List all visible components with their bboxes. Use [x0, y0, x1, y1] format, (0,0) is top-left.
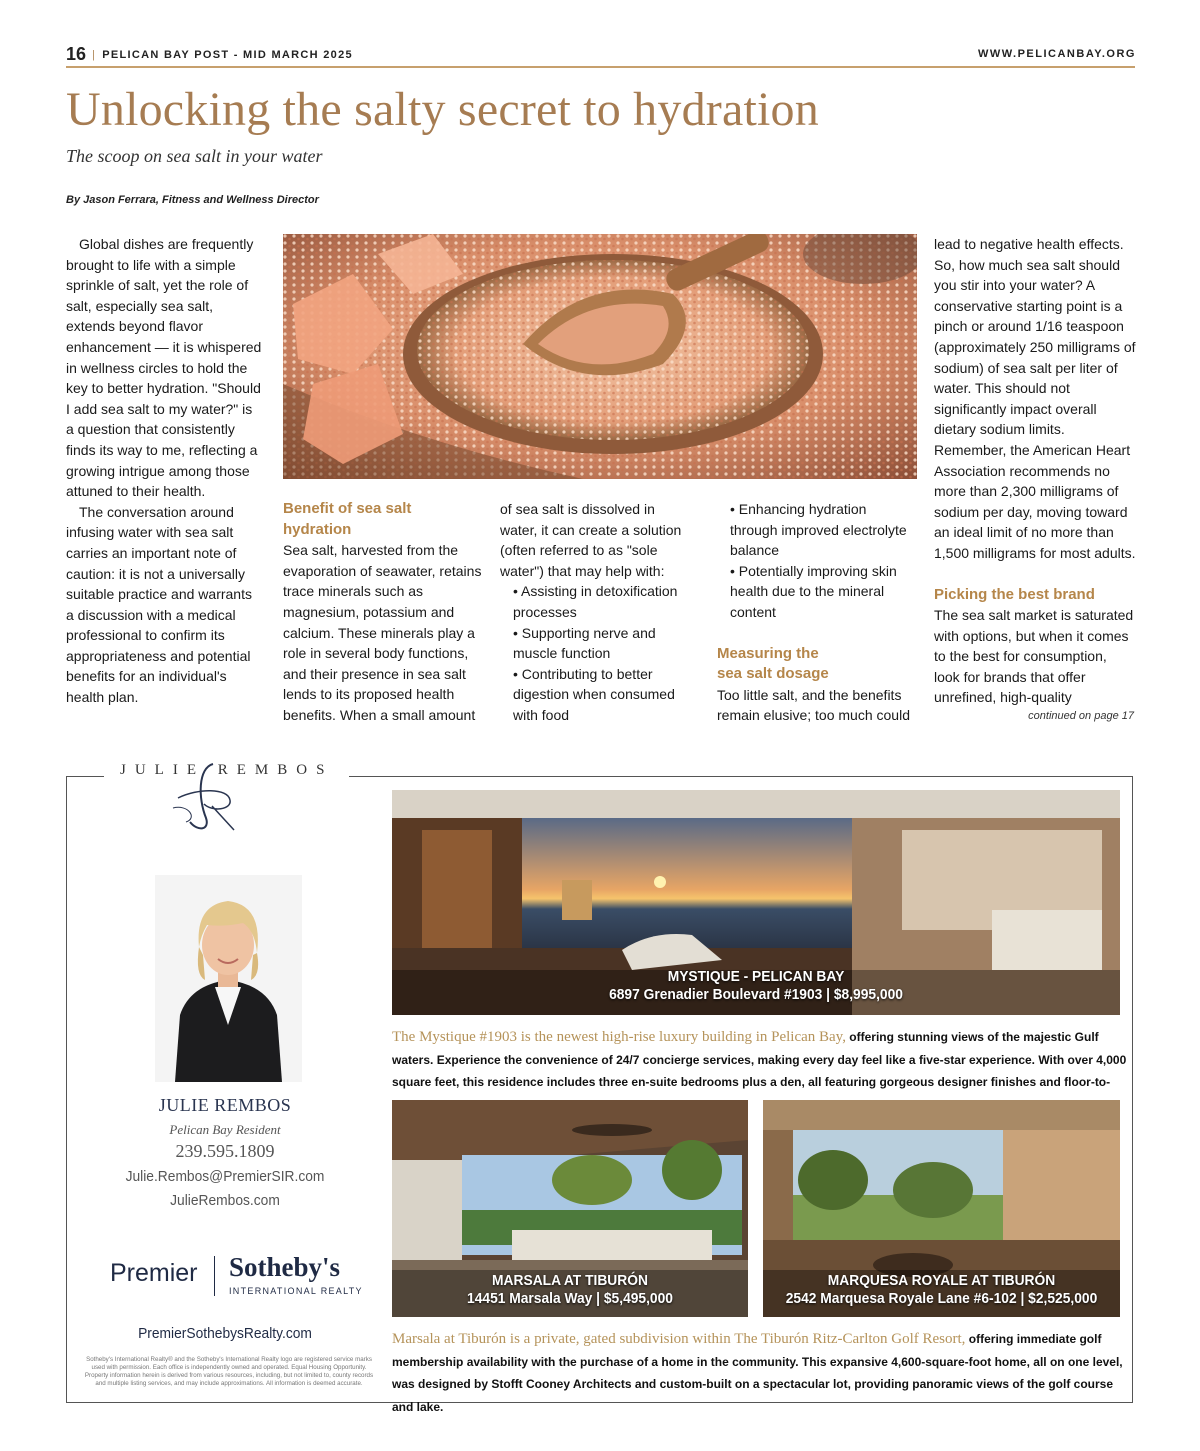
paragraph: lead to negative health effects. So, how much sea salt should you stir into your water? A conservative starting point is a pinch or around 1/16 teaspoon (approximately 250 milligrams of sodium) of sea salt per liter of water. This should not significantly impact overall dietary sodium limits. Remember, the American Heart Association recommends no more than 2,300 milligrams of sodium per day, moving toward an ideal limit of no more than 1,500 milligrams for most adults. — [934, 236, 1136, 561]
page-number: 16 — [66, 44, 87, 64]
continued-note: continued on page 17 — [1028, 710, 1134, 722]
publication-name: PELICAN BAY POST - MID MARCH 2025 — [102, 49, 353, 61]
listing-detail: 6897 Grenadier Boulevard #1903 | $8,995,000 — [609, 986, 903, 1003]
description-body: offering stunning views of the majestic Gulf waters. Experience the convenience of 24/7 concierge services, making every day feel like a five-star experience. With over 4,000 square feet, this residence includes three en-suite bedrooms plus a den, all featuring gorgeous designer finishes and floor-to- — [392, 1030, 1127, 1089]
article-column-5 — [934, 234, 1136, 708]
paragraph: The sea salt market is saturated with options, but when it comes to the best for consumption, look for brands that offer unrefined, high-quality — [934, 607, 1134, 706]
agent-website[interactable]: JulieRembos.com — [170, 1192, 280, 1209]
brokerage-website[interactable]: PremierSothebysRealty.com — [138, 1325, 312, 1342]
brand-sothebys: Sotheby's — [229, 1252, 341, 1282]
paragraph: of sea salt is dissolved in water, it can create a solution (often referred to as "sole water") that may help with: — [500, 501, 682, 579]
paragraph: Global dishes are frequently brought to life with a simple sprinkle of salt, yet the role of salt, especially sea salt, extends beyond flavor enhancement — it is whispered in wellness circles to hold the key to better hydration. "Should I add sea salt to my water?" is a question that consistently finds its way to me, reflecting a growing intrigue among those attuned to their health. — [66, 236, 262, 500]
brand-international-realty: INTERNATIONAL REALTY — [229, 1286, 363, 1296]
description-lead: Marsala at Tiburón is a private, gated subdivision within The Tiburón Ritz-Carlton Golf Resort, — [392, 1331, 966, 1347]
section-heading: Benefit of sea salt hydration — [283, 500, 412, 538]
paragraph: The conversation around infusing water with sea salt carries an important note of caution: it is not a universally suitable practice and warrants a discussion with a medical professional to confirm its appropriateness and potential benefits for an individual's health plan. — [66, 503, 252, 706]
article-column-2 — [283, 499, 483, 726]
brand-premier: Premier — [110, 1259, 198, 1287]
sea-salt-photo — [283, 234, 917, 479]
section-heading: Measuring the sea salt dosage — [717, 644, 829, 683]
listing-name: MARQUESA ROYALE AT TIBURÓN — [827, 1272, 1056, 1289]
agent-monogram-logo — [168, 758, 248, 836]
listing-name: MYSTIQUE - PELICAN BAY — [667, 968, 845, 985]
agent-role: Pelican Bay Resident — [169, 1122, 281, 1137]
listing-caption-mystique — [421, 968, 1091, 1004]
brand-divider — [214, 1256, 215, 1296]
header-separator: | — [92, 49, 97, 61]
listing-detail: 14451 Marsala Way | $5,495,000 — [467, 1290, 673, 1307]
article-column-1 — [66, 234, 262, 708]
bullet-item: • Supporting nerve and muscle function — [513, 624, 656, 662]
website-link[interactable]: WWW.PELICANBAY.ORG — [978, 48, 1136, 60]
legal-disclaimer: Sotheby's International Realty® and the Sotheby's International Realty logo are registered service marks used with permission. Each office is independently owned and operated. Equal Housing Opportunity. Property information herein is derived from various resources, including, but not limited to, county records and multiple listing services, and may include approximations. All information is deemed accurate. — [84, 1356, 374, 1387]
listing-caption-marsala — [406, 1272, 734, 1308]
description-lead: The Mystique #1903 is the newest high-rise luxury building in Pelican Bay, — [392, 1029, 846, 1045]
bullet-item: • Assisting in detoxification processes — [513, 583, 678, 620]
article-subtitle: The scoop on sea salt in your water — [66, 146, 323, 166]
header-rule — [66, 66, 1135, 68]
bullet-item: • Potentially improving skin health due to the mineral content — [730, 562, 897, 620]
agent-email[interactable]: Julie.Rembos@PremierSIR.com — [125, 1168, 325, 1185]
listing-caption-marquesa — [777, 1272, 1105, 1308]
article-column-4 — [717, 499, 915, 726]
agent-phone[interactable]: 239.595.1809 — [175, 1141, 275, 1161]
listing-photo-mystique[interactable] — [392, 790, 1120, 1015]
agent-logo-text: JULIE REMBOS — [104, 762, 349, 779]
paragraph: Sea salt, harvested from the evaporation of seawater, retains trace minerals such as magnesium, potassium and calcium. These minerals play a role in several body functions, and their presence in sea salt lends to its proposed health benefits. When a small amount — [283, 542, 482, 723]
article-byline: By Jason Ferrara, Fitness and Wellness Director — [66, 194, 319, 206]
listing-description-marsala — [392, 1328, 1127, 1418]
paragraph: Too little salt, and the benefits remain elusive; too much could — [717, 686, 910, 724]
listing-detail: 2542 Marquesa Royale Lane #6-102 | $2,525,000 — [785, 1290, 1098, 1307]
listing-photo-marquesa[interactable] — [763, 1100, 1120, 1317]
section-heading: Picking the best brand — [934, 585, 1095, 603]
article-column-3 — [500, 499, 696, 726]
page-header-left — [66, 44, 353, 65]
article-title: Unlocking the salty secret to hydration — [66, 83, 819, 136]
agent-name: JULIE REMBOS — [158, 1095, 292, 1115]
agent-portrait — [155, 875, 302, 1082]
listing-name: MARSALA AT TIBURÓN — [492, 1272, 648, 1289]
bullet-item: • Contributing to better digestion when consumed with food — [513, 665, 675, 723]
description-body: offering immediate golf membership availability with the purchase of a home in the community. This expansive 4,600-square-foot home, all on one level, was designed by Stofft Cooney Architects and custom-built on a spectacular lot, providing panoramic views of the golf course and lake. — [392, 1332, 1123, 1414]
bullet-item: • Enhancing hydration through improved electrolyte balance — [730, 501, 907, 559]
listing-photo-marsala[interactable] — [392, 1100, 748, 1317]
